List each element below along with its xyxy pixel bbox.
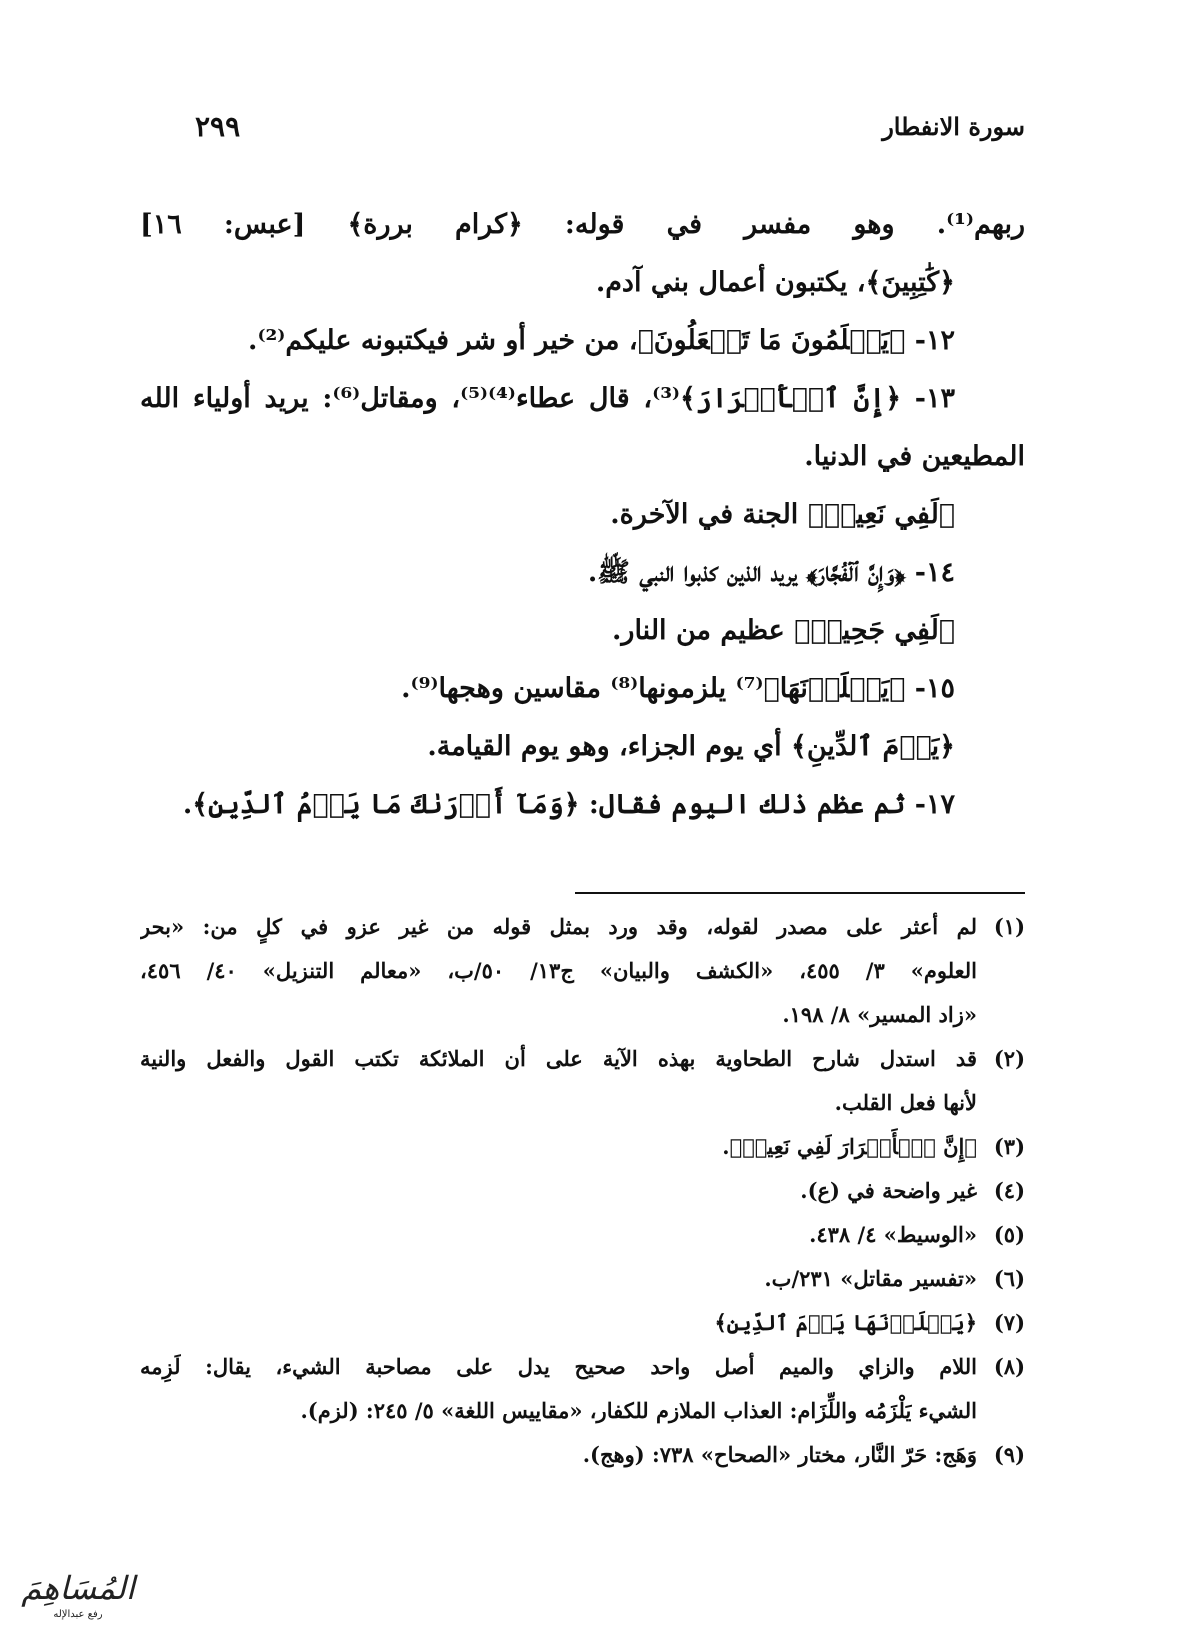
footnote-number: (٢)	[993, 1046, 1025, 1071]
footnote-line: ﴿إِنَّ ٱلۡأَبۡرَارَ لَفِي نَعِيمٖ﴾.	[722, 1134, 977, 1159]
footnote-separator	[575, 892, 1025, 894]
footnote-line: العلوم» ٣/ ٤٥٥، «الكشف والبيان» ج١٣/ ٥٠/ب، «معالم التنزيل» ٤٠/ ٤٥٦،	[140, 958, 977, 983]
footnote-line: «تفسير مقاتل» ٢٣١/ب.	[764, 1266, 977, 1291]
footnote-number: (٤)	[993, 1178, 1025, 1203]
text-line: ١٢- ﴿يَعۡلَمُونَ مَا تَفۡعَلُونَ﴾، من خير أو شر فيكتبونه عليكم⁽²⁾.	[248, 325, 955, 356]
text-line: ﴿كَٰتِبِينَ﴾، يكتبون أعمال بني آدم.	[595, 267, 955, 298]
footnotes	[140, 905, 1025, 1477]
text-line: ١٥- ﴿يَصۡلَوۡنَهَا﴾⁽⁷⁾ يلزمونها⁽⁸⁾ مقاسين وهجها⁽⁹⁾.	[401, 673, 955, 704]
footnote-number: (٦)	[993, 1266, 1025, 1291]
footnote	[140, 1037, 1025, 1125]
text-line: ١٧- ثم عظم ذلك اليوم فقال: ﴿وَمَآ أَدۡرَىٰكَ مَا يَوۡمُ ٱلدِّينِ﴾.	[182, 789, 955, 820]
text-line: المطيعين في الدنيا.	[804, 441, 1025, 472]
footnote-line: ﴿يَصۡلَوۡنَهَا يَوۡمَ ٱلدِّينِ﴾	[714, 1310, 977, 1335]
text-line: ربهم⁽¹⁾. وهو مفسر في قوله: ﴿كرام بررة﴾ [عبس: ١٦]	[140, 209, 1025, 240]
footnote	[140, 1433, 1025, 1477]
logo-sub-text: رفع عبدالإله	[53, 1609, 103, 1620]
text-line: ١٤- ﴿وَإِنَّ ٱلۡفُجَّارَ﴾ يريد الذين كذبوا النبي ﷺ.	[587, 557, 955, 588]
surah-name: سورة الانفطار	[882, 112, 1025, 141]
page-header	[195, 112, 1025, 152]
footnote	[140, 1125, 1025, 1169]
footnote-line: لأنها فعل القلب.	[834, 1090, 977, 1115]
footnote	[140, 1213, 1025, 1257]
footnote-line: وَهَج: حَرّ النَّار، مختار «الصحاح» ٧٣٨: (وهج).	[582, 1442, 977, 1467]
footnote	[140, 1257, 1025, 1301]
footnote-number: (١)	[993, 914, 1025, 939]
footnote-line: اللام والزاي والميم أصل واحد صحيح يدل على مصاحبة الشيء، يقال: لَزِمه	[140, 1354, 977, 1379]
footnote-number: (٥)	[993, 1222, 1025, 1247]
library-logo	[18, 1568, 138, 1630]
footnote-line: «زاد المسير» ٨/ ١٩٨.	[782, 1002, 977, 1027]
text-line: ﴿يَوۡمَ ٱلدِّينِ﴾ أي يوم الجزاء، وهو يوم القيامة.	[427, 731, 955, 762]
footnote	[140, 1169, 1025, 1213]
footnote	[140, 1345, 1025, 1433]
footnote-line: لم أعثر على مصدر لقوله، وقد ورد بمثل قوله من غير عزو في كلٍ من: «بحر	[140, 914, 977, 939]
footnote-line: قد استدل شارح الطحاوية بهذه الآية على أن الملائكة تكتب القول والفعل والنية	[140, 1046, 977, 1071]
footnote-line: الشيء يَلْزَمُه واللِّزَام: العذاب الملازم للكفار، «مقاييس اللغة» ٥/ ٢٤٥: (لزم).	[300, 1398, 977, 1423]
footnote	[140, 905, 1025, 1037]
footnote-number: (٧)	[993, 1310, 1025, 1335]
footnote-line: غير واضحة في (ع).	[800, 1178, 977, 1203]
text-line: ﴿لَفِي نَعِيمٖ﴾ الجنة في الآخرة.	[610, 499, 955, 530]
logo-main-text: المُسَاهِمَ	[21, 1569, 135, 1607]
main-text	[140, 196, 1025, 834]
footnote-number: (٨)	[993, 1354, 1025, 1379]
footnote	[140, 1301, 1025, 1345]
footnote-number: (٣)	[993, 1134, 1025, 1159]
text-line: ١٣- ﴿إِنَّ ٱلۡأَبۡرَارَ﴾⁽³⁾، قال عطاء⁽⁴⁾⁽⁵⁾، ومقاتل⁽⁶⁾: يريد أولياء الله	[140, 383, 956, 414]
text-line: ﴿لَفِي جَحِيمٖ﴾ عظيم من النار.	[612, 615, 955, 646]
page-number: ٢٩٩	[195, 110, 241, 143]
footnote-line: «الوسيط» ٤/ ٤٣٨.	[809, 1222, 977, 1247]
footnote-number: (٩)	[993, 1442, 1025, 1467]
